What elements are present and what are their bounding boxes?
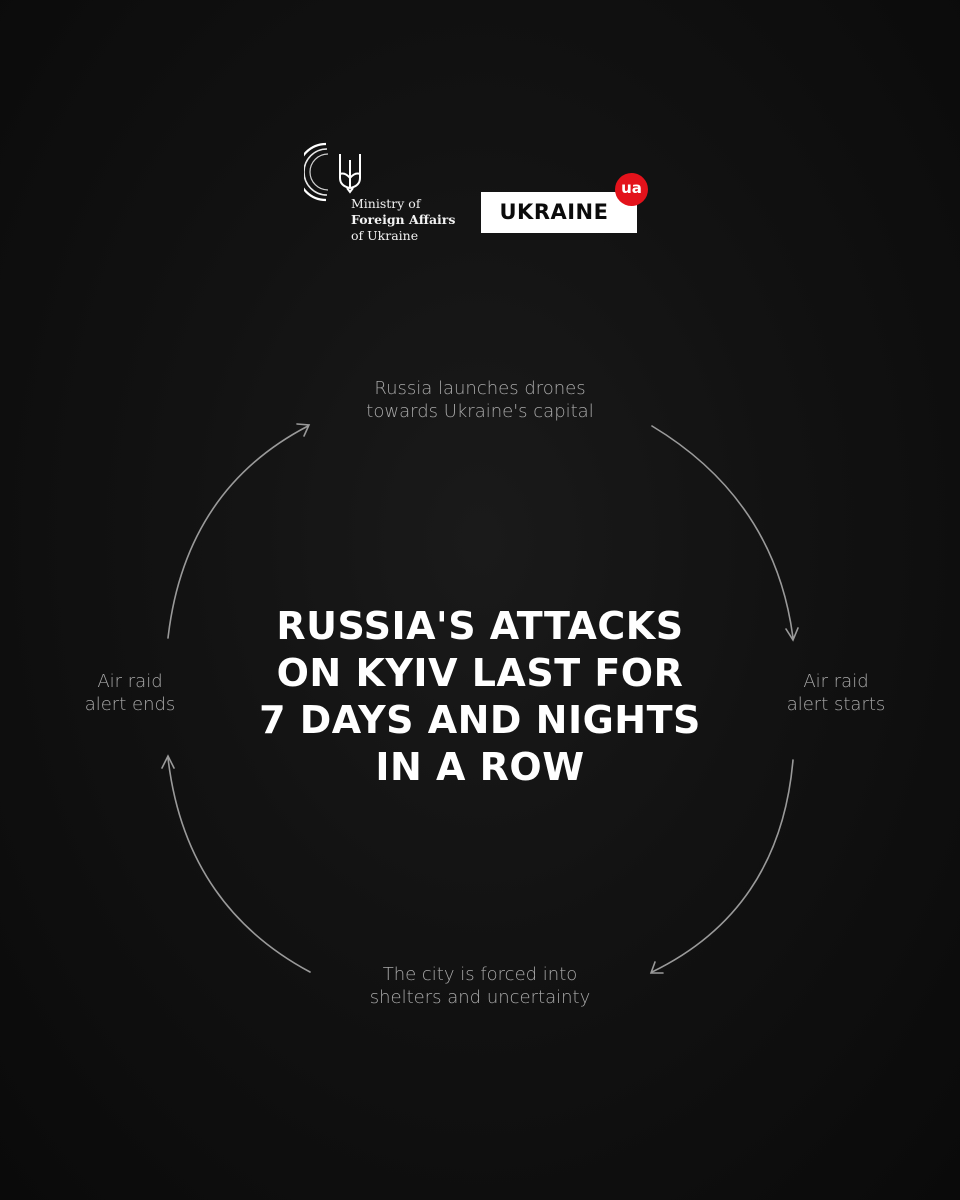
step-label-drones: Russia launches drones towards Ukraine's capital bbox=[366, 378, 594, 422]
arrow-right-to-bottom bbox=[652, 760, 793, 972]
step-label-alert-ends: Air raid alert ends bbox=[84, 671, 176, 715]
mfa-line-1: Ministry of bbox=[351, 196, 421, 211]
ukraine-ua-wordmark: UKRAINE bbox=[499, 200, 609, 224]
mfa-line-2: Foreign Affairs bbox=[351, 212, 456, 227]
step-label-alert-starts: Air raid alert starts bbox=[786, 671, 886, 715]
headline: RUSSIA'S ATTACKS ON KYIV LAST FOR 7 DAYS AND NIGHTS IN A ROW bbox=[259, 604, 701, 789]
mfa-line-3: of Ukraine bbox=[351, 228, 419, 243]
ua-badge: ua bbox=[615, 173, 648, 206]
step-label-shelters: The city is forced into shelters and uncertainty bbox=[369, 964, 591, 1008]
